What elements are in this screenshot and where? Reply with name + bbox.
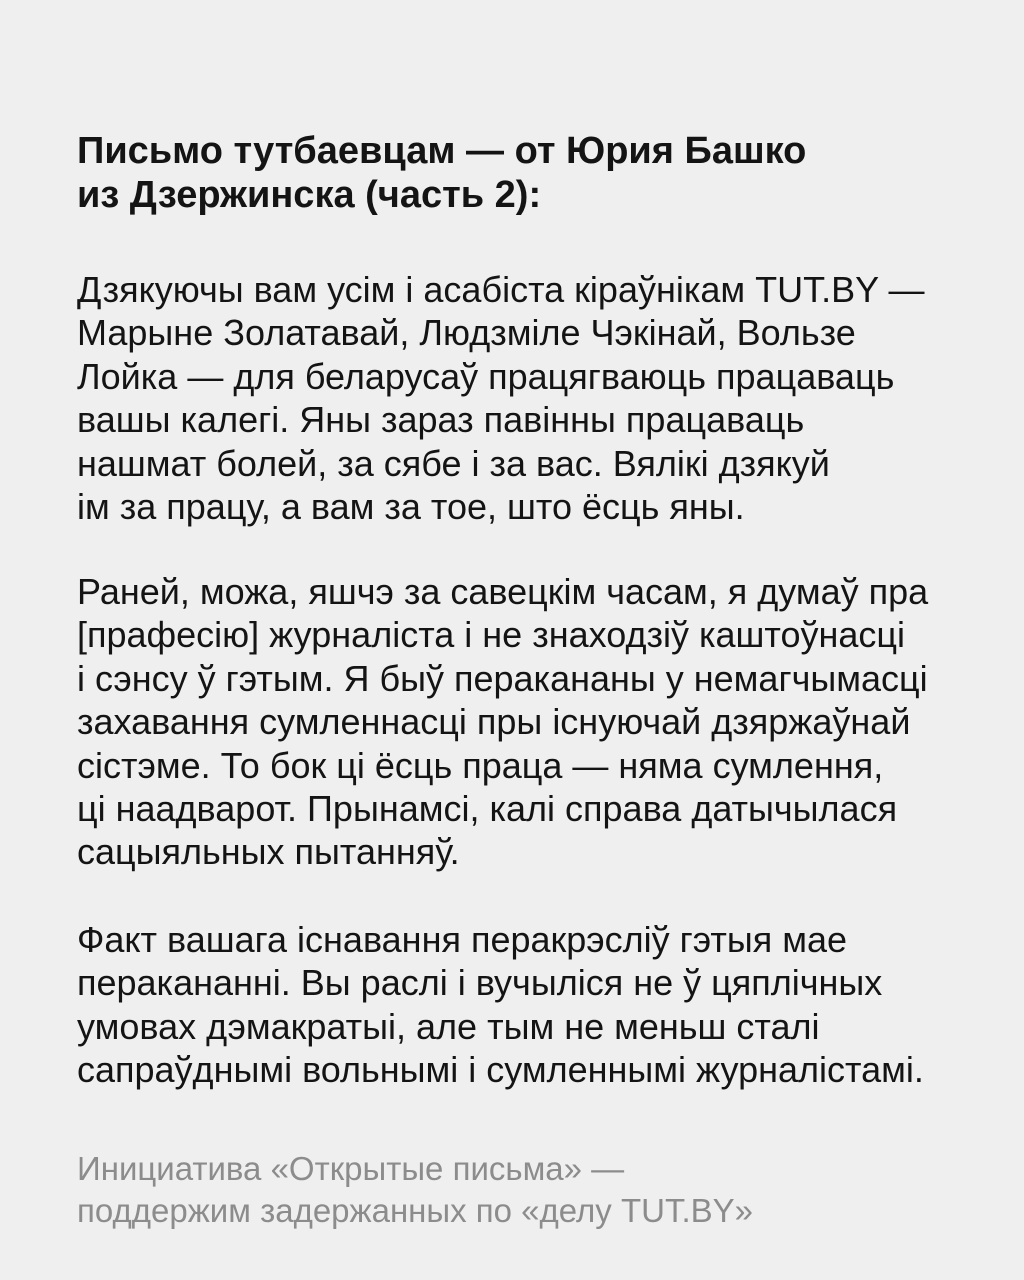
paragraph-line: Факт вашага існавання перакрэсліў гэтыя мае [77, 919, 848, 960]
title-line: Письмо тутбаевцам — от Юрия Башко [77, 130, 807, 172]
footer-line: Инициатива «Открытые письма» — [77, 1150, 625, 1187]
paragraph-line: ці наадварот. Прынамсі, калі справа датычылася [77, 788, 898, 830]
paragraph-2 [77, 570, 928, 874]
paragraph-line: сапраўднымі вольнымі і сумленнымі журналістамі. [77, 1049, 924, 1091]
paragraph-line: Лойка — для беларусаў працягваюць працаваць [77, 355, 895, 397]
paragraph-line: перакананні. Вы раслі і вучыліся не ў цяплічных [77, 962, 883, 1004]
initiative-footer [77, 1148, 753, 1232]
paragraph-line: умовах дэмакратыі, але тым не меньш сталі [77, 1005, 820, 1047]
paragraph-line: Дзякуючы вам усім і асабіста кіраўнікам TUT.BY — [77, 269, 925, 310]
paragraph-line: і сэнсу ў гэтым. Я быў перакананы у немагчымасці [77, 657, 928, 699]
paragraph-3 [77, 918, 924, 1092]
paragraph-line: вашы калегі. Яны зараз павінны працаваць [77, 399, 805, 441]
paragraph-1 [77, 268, 925, 528]
title-line: из Дзержинска (часть 2): [77, 173, 542, 216]
paragraph-line: сацыяльных пытанняў. [77, 831, 460, 873]
letter-title [77, 130, 806, 217]
paragraph-line: Раней, можа, яшчэ за савецкім часам, я думаў пра [77, 571, 929, 612]
footer-line: поддержим задержанных по «делу TUT.BY» [77, 1192, 754, 1229]
paragraph-line: захавання сумленнасці пры існуючай дзяржаўнай [77, 701, 911, 743]
paragraph-line: ім за працу, а вам за тое, што ёсць яны. [77, 486, 745, 528]
paragraph-line: нашмат болей, за сябе і за вас. Вялікі дзякуй [77, 442, 830, 484]
paragraph-line: сістэме. То бок ці ёсць праца — няма сумлення, [77, 744, 884, 786]
paragraph-line: Марыне Золатавай, Людзміле Чэкінай, Вользе [77, 312, 856, 354]
paragraph-line: [прафесію] журналіста і не знаходзіў каштоўнасці [77, 614, 906, 656]
